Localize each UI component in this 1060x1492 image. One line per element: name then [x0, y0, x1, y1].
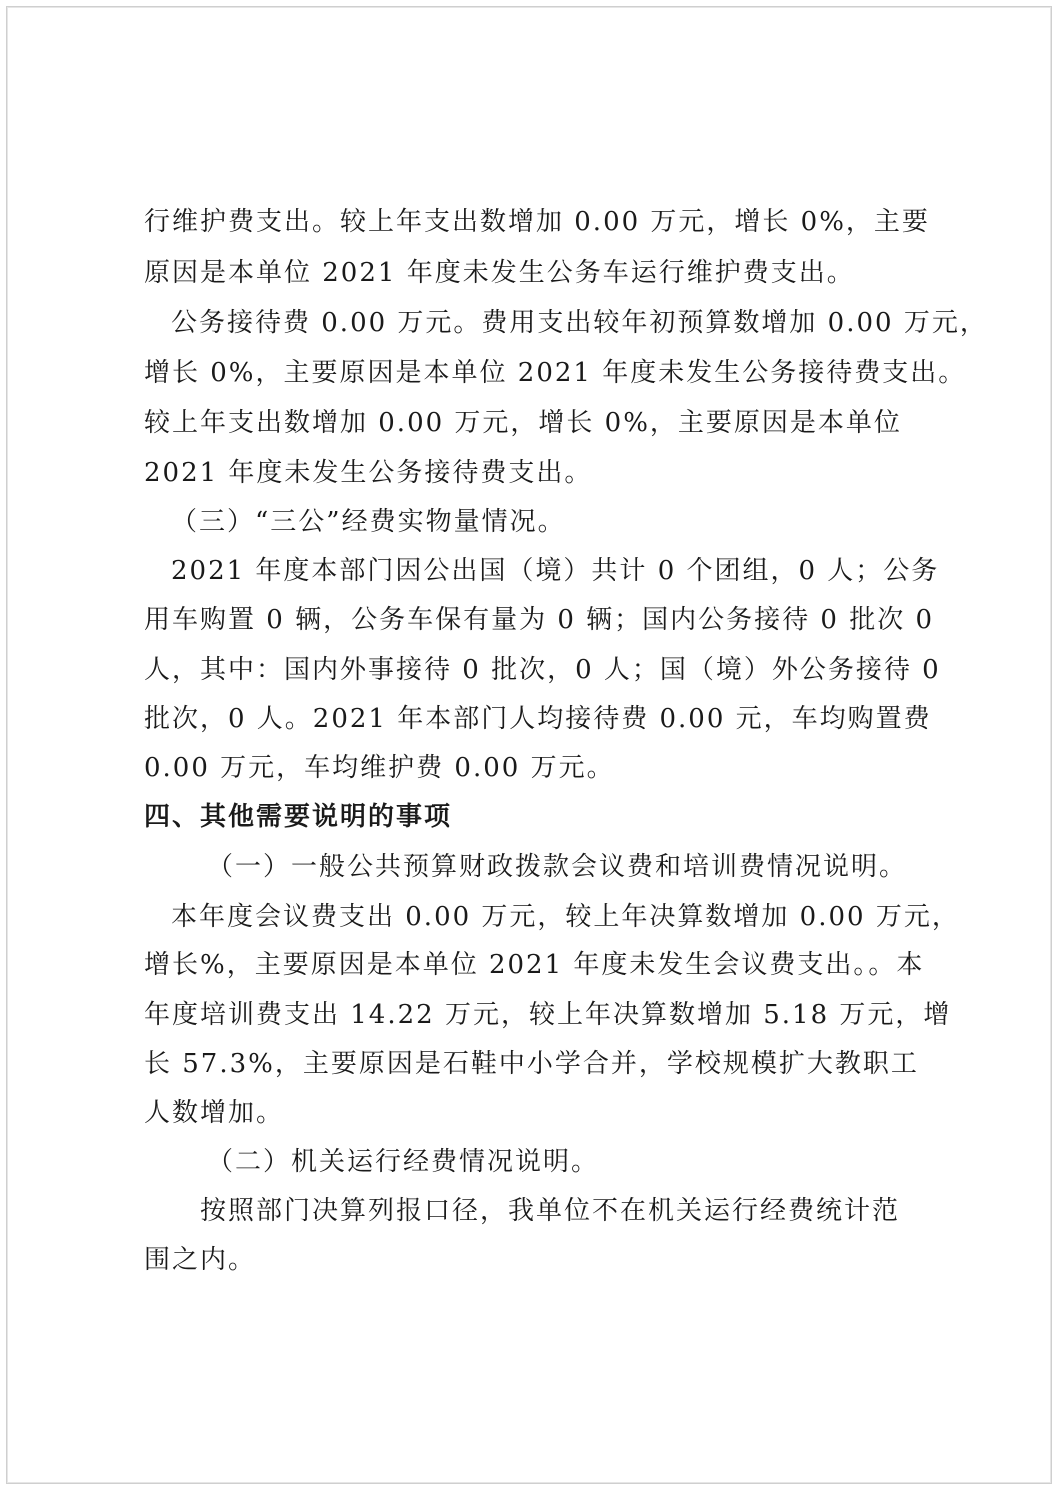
- text-line: 2021 年度本部门因公出国（境）共计 0 个团组，0 人；公务: [171, 556, 940, 586]
- text-line: 增长 0%，主要原因是本单位 2021 年度未发生公务接待费支出。: [144, 358, 967, 388]
- text-line: 原因是本单位 2021 年度未发生公务车运行维护费支出。: [144, 258, 855, 288]
- section-subheading: （三）“三公”经费实物量情况。: [171, 507, 566, 537]
- text-line: 年度培训费支出 14.22 万元，较上年决算数增加 5.18 万元，增: [144, 1000, 952, 1030]
- text-line: 较上年支出数增加 0.00 万元，增长 0%，主要原因是本单位: [144, 408, 902, 438]
- text-line: 围之内。: [144, 1245, 257, 1275]
- text-line: 增长%，主要原因是本单位 2021 年度未发生会议费支出。。本: [144, 950, 925, 980]
- text-line: 行维护费支出。较上年支出数增加 0.00 万元，增长 0%，主要: [144, 207, 930, 237]
- section-subheading: （二）机关运行经费情况说明。: [207, 1147, 600, 1177]
- text-line: 人，其中：国内外事接待 0 批次，0 人；国（境）外公务接待 0: [144, 655, 941, 685]
- document-page: [6, 6, 1052, 1484]
- text-line: 人数增加。: [144, 1098, 285, 1128]
- text-line: 公务接待费 0.00 万元。费用支出较年初预算数增加 0.00 万元，: [171, 308, 988, 338]
- text-line: 用车购置 0 辆，公务车保有量为 0 辆；国内公务接待 0 批次 0: [144, 605, 935, 635]
- text-line: 本年度会议费支出 0.00 万元，较上年决算数增加 0.00 万元，: [171, 902, 960, 932]
- text-line: 长 57.3%，主要原因是石鞋中小学合并，学校规模扩大教职工: [144, 1049, 919, 1079]
- section-heading: 四、其他需要说明的事项: [144, 802, 453, 832]
- text-line: 2021 年度未发生公务接待费支出。: [144, 458, 593, 488]
- text-line: 0.00 万元，车均维护费 0.00 万元。: [144, 753, 615, 783]
- section-subheading: （一）一般公共预算财政拨款会议费和培训费情况说明。: [207, 852, 908, 882]
- text-line: 批次，0 人。2021 年本部门人均接待费 0.00 元，车均购置费: [144, 704, 932, 734]
- text-line: 按照部门决算列报口径，我单位不在机关运行经费统计范: [200, 1196, 901, 1226]
